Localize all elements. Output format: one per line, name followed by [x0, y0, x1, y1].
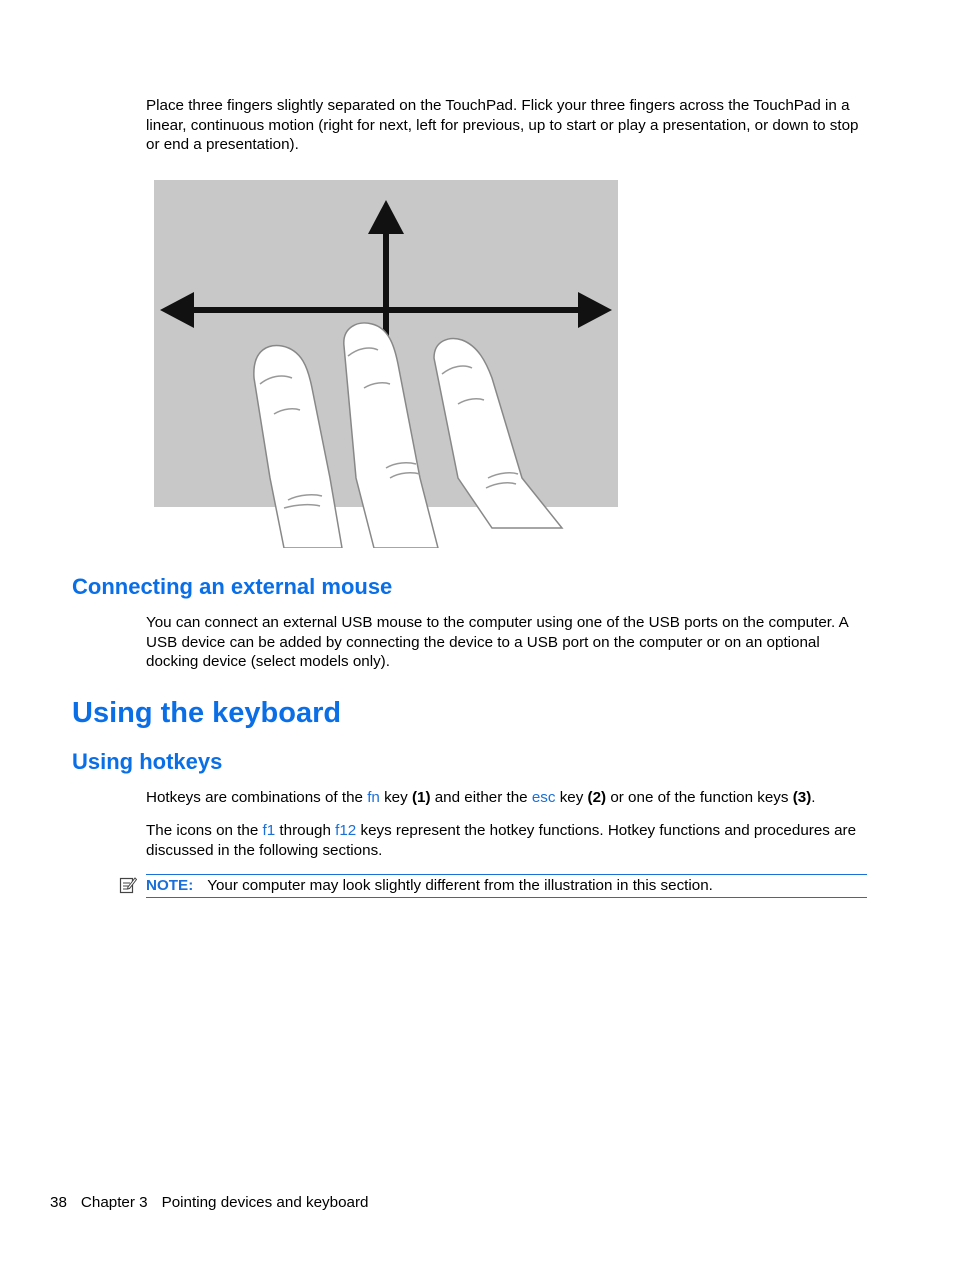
mouse-paragraph: You can connect an external USB mouse to the computer using one of the USB ports on the computer. A USB device can be added by connecting the device to a USB port on the computer or on an optional docking device (select models only). [146, 614, 848, 670]
fn-key-link[interactable]: fn [367, 789, 380, 806]
heading-connecting-external-mouse: Connecting an external mouse [72, 574, 393, 599]
note-box [146, 874, 867, 898]
page-number: 38 [50, 1194, 67, 1211]
function-keys-paragraph: The icons on the f1 through f12 keys represent the hotkey functions. Hotkey functions and procedures are discussed in the following sections. [146, 822, 857, 859]
heading-using-the-keyboard: Using the keyboard [72, 697, 342, 729]
note-pencil-icon [119, 876, 137, 894]
heading-using-hotkeys: Using hotkeys [72, 749, 223, 774]
page-footer [50, 1193, 382, 1212]
note-label: NOTE: [146, 877, 194, 894]
esc-key-link[interactable]: esc [531, 789, 556, 806]
f1-key-link[interactable]: f1 [262, 822, 276, 839]
footer-title: Pointing devices and keyboard [161, 1194, 369, 1211]
intro-paragraph: Place three fingers slightly separated on the TouchPad. Flick your three fingers across the TouchPad in a linear, continuous motion (right for next, left for previous, up to start or play a presentation, or down to stop or end a presentation). [146, 97, 859, 153]
three-finger-flick-illustration [152, 178, 620, 548]
footer-chapter: Chapter 3 [80, 1194, 148, 1211]
note-text: Your computer may look slightly different from the illustration in this section. [207, 877, 713, 894]
hotkeys-paragraph: Hotkeys are combinations of the fn key (1) and either the esc key (2) or one of the function keys (3). [146, 789, 816, 806]
f12-key-link[interactable]: f12 [335, 822, 357, 839]
